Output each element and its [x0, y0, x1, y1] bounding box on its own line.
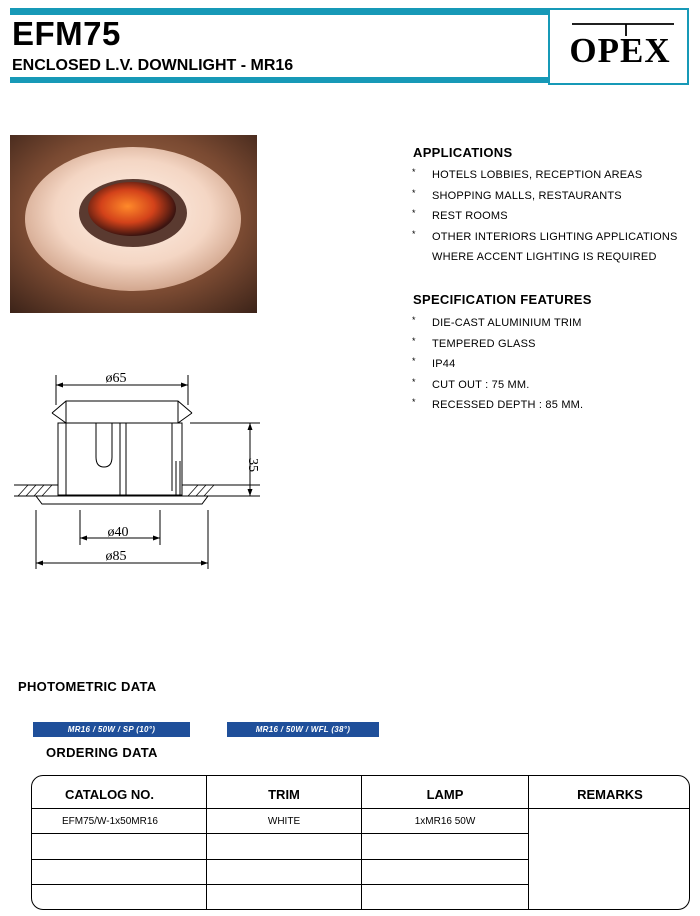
photometric-tag-sp[interactable]: MR16 / 50W / SP (10°)	[33, 722, 190, 737]
header-bottom-bar	[10, 77, 548, 83]
dim-inner-label: ø40	[107, 525, 129, 540]
photometric-tag-wfl[interactable]: MR16 / 50W / WFL (38°)	[227, 722, 379, 737]
column-header-remarks: REMARKS	[577, 787, 643, 802]
column-header-trim: TRIM	[268, 787, 300, 802]
list-item: * DIE-CAST ALUMINIUM TRIM	[412, 313, 583, 334]
bullet-star-icon: *	[412, 356, 416, 366]
table-cell-catalog: EFM75/W-1x50MR16	[62, 816, 158, 827]
row-divider	[32, 833, 529, 834]
ordering-title: ORDERING DATA	[46, 745, 158, 760]
list-item: * CUT OUT : 75 MM.	[412, 375, 583, 396]
column-header-lamp: LAMP	[426, 787, 464, 802]
row-divider	[32, 884, 529, 885]
opex-logo	[548, 8, 689, 85]
product-photo	[10, 135, 257, 313]
list-item: * HOTELS LOBBIES, RECEPTION AREAS	[412, 165, 678, 186]
row-divider	[32, 808, 529, 809]
header-top-bar	[10, 8, 548, 15]
list-item: * REST ROOMS	[412, 206, 678, 227]
list-item: * TEMPERED GLASS	[412, 334, 583, 355]
applications-list	[412, 165, 678, 268]
list-item: * OTHER INTERIORS LIGHTING APPLICATIONS WHERE ACCENT LIGHTING IS REQUIRED	[412, 227, 678, 268]
list-item: * IP44	[412, 354, 583, 375]
dim-outer-label: ø85	[105, 549, 127, 564]
bullet-star-icon: *	[412, 167, 416, 177]
bullet-star-icon: *	[412, 397, 416, 407]
dimension-drawing	[10, 365, 270, 575]
row-divider	[529, 808, 690, 809]
logo-text: OPEX	[569, 31, 671, 70]
dim-top-label: ø65	[105, 371, 127, 386]
product-name: ENCLOSED L.V. DOWNLIGHT - MR16	[12, 57, 294, 74]
list-item: * SHOPPING MALLS, RESTAURANTS	[412, 186, 678, 207]
list-item: * RECESSED DEPTH : 85 MM.	[412, 395, 583, 416]
ordering-table	[31, 775, 690, 910]
applications-title: APPLICATIONS	[413, 145, 513, 160]
bullet-star-icon: *	[412, 376, 416, 387]
bullet-star-icon: *	[412, 335, 416, 346]
bullet-star-icon: *	[412, 187, 416, 198]
table-cell-lamp: 1xMR16 50W	[414, 816, 476, 827]
table-cell-trim: WHITE	[267, 816, 301, 827]
bullet-star-icon: *	[412, 208, 416, 218]
dim-height-label: 35	[245, 458, 260, 472]
bullet-star-icon: *	[412, 315, 416, 325]
bullet-star-icon: *	[412, 228, 416, 239]
product-code: EFM75	[12, 15, 121, 52]
logo-mark	[550, 10, 691, 87]
specification-title: SPECIFICATION FEATURES	[413, 292, 592, 307]
row-divider	[32, 859, 529, 860]
specification-list	[412, 313, 583, 416]
column-header-catalog: CATALOG NO.	[64, 787, 155, 802]
photometric-title: PHOTOMETRIC DATA	[18, 679, 157, 694]
